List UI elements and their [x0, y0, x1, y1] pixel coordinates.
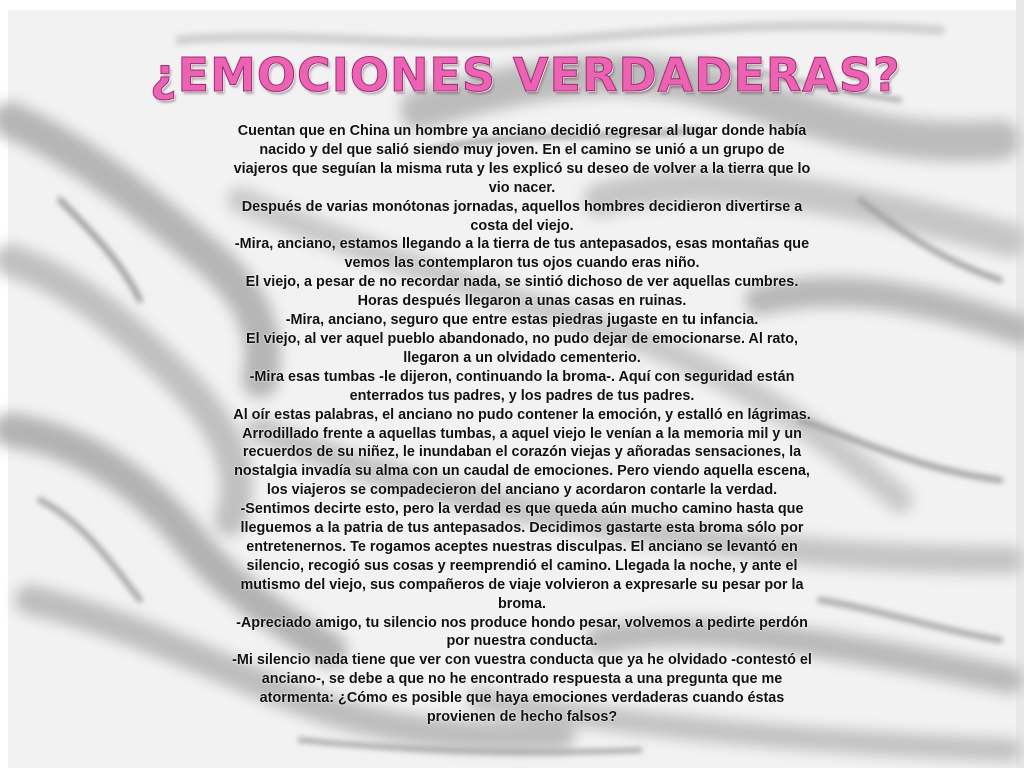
- story-paragraph: Cuentan que en China un hombre ya anciano decidió regresar al lugar donde había nacido y del que salió siendo muy joven. En el camino se unió a un grupo de viajeros que seguían la misma ruta y les explicó su deseo de volver a la tierra que lo vio nacer.: [233, 123, 811, 196]
- slide-title: ¿EMOCIONES VERDADERAS?: [150, 48, 901, 102]
- story-paragraph: El viejo, a pesar de no recordar nada, se sintió dichoso de ver aquellas cumbres. Horas después llegaron a unas casas en ruinas.: [245, 274, 799, 310]
- story-text: [232, 122, 812, 727]
- story-paragraph: Al oír estas palabras, el anciano no pudo contener la emoción, y estalló en lágrimas. Arrodillado frente a aquellas tumbas, a aquel viejo le venían a la memoria mil y un recuerdos de su niñez, le inundaban el corazón viejas y añoradas sensaciones, la nostalgia invadía su alma con un caudal de emociones. Pero viendo aquella escena, los viajeros se compadecieron del anciano y acordaron contarle la verdad.: [233, 406, 811, 499]
- story-paragraph: El viejo, al ver aquel pueblo abandonado, no pudo dejar de emocionarse. Al rato, llegaron a un olvidado cementerio.: [245, 330, 798, 366]
- story-paragraph: -Mira, anciano, estamos llegando a la tierra de tus antepasados, esas montañas que vemos las contemplaron tus ojos cuando eras niño.: [234, 236, 810, 272]
- story-paragraph: -Sentimos decirte esto, pero la verdad es que queda aún mucho camino hasta que lleguemos a la patria de tus antepasados. Decidimos gastarte esta broma sólo por entretenernos. Te rogamos aceptes nuestras disculpas. El anciano se levantó en silencio, recogió sus cosas y reemprendió el camino. Llegada la noche, y ante el mutismo del viejo, sus compañeros de viaje volvieron a expresarle su pesar por la broma.: [240, 501, 804, 612]
- story-paragraph: -Mira, anciano, seguro que entre estas piedras jugaste en tu infancia.: [285, 312, 759, 329]
- story-paragraph: Después de varias monótonas jornadas, aquellos hombres decidieron divertirse a costa del viejo.: [241, 198, 803, 234]
- story-paragraph: -Mi silencio nada tiene que ver con vuestra conducta que ya he olvidado -contestó el anciano-, se debe a que no he encontrado respuesta a una pregunta que me atormenta: ¿Cómo es posible que haya emociones verdaderas cuando éstas provienen de hecho falsos?: [232, 652, 812, 726]
- story-paragraph: -Mira esas tumbas -le dijeron, continuando la broma-. Aquí con seguridad están enterrados tus padres, y los padres de tus padres.: [249, 368, 795, 404]
- story-paragraph: -Apreciado amigo, tu silencio nos produce hondo pesar, volvemos a pedirte perdón por nuestra conducta.: [236, 614, 808, 650]
